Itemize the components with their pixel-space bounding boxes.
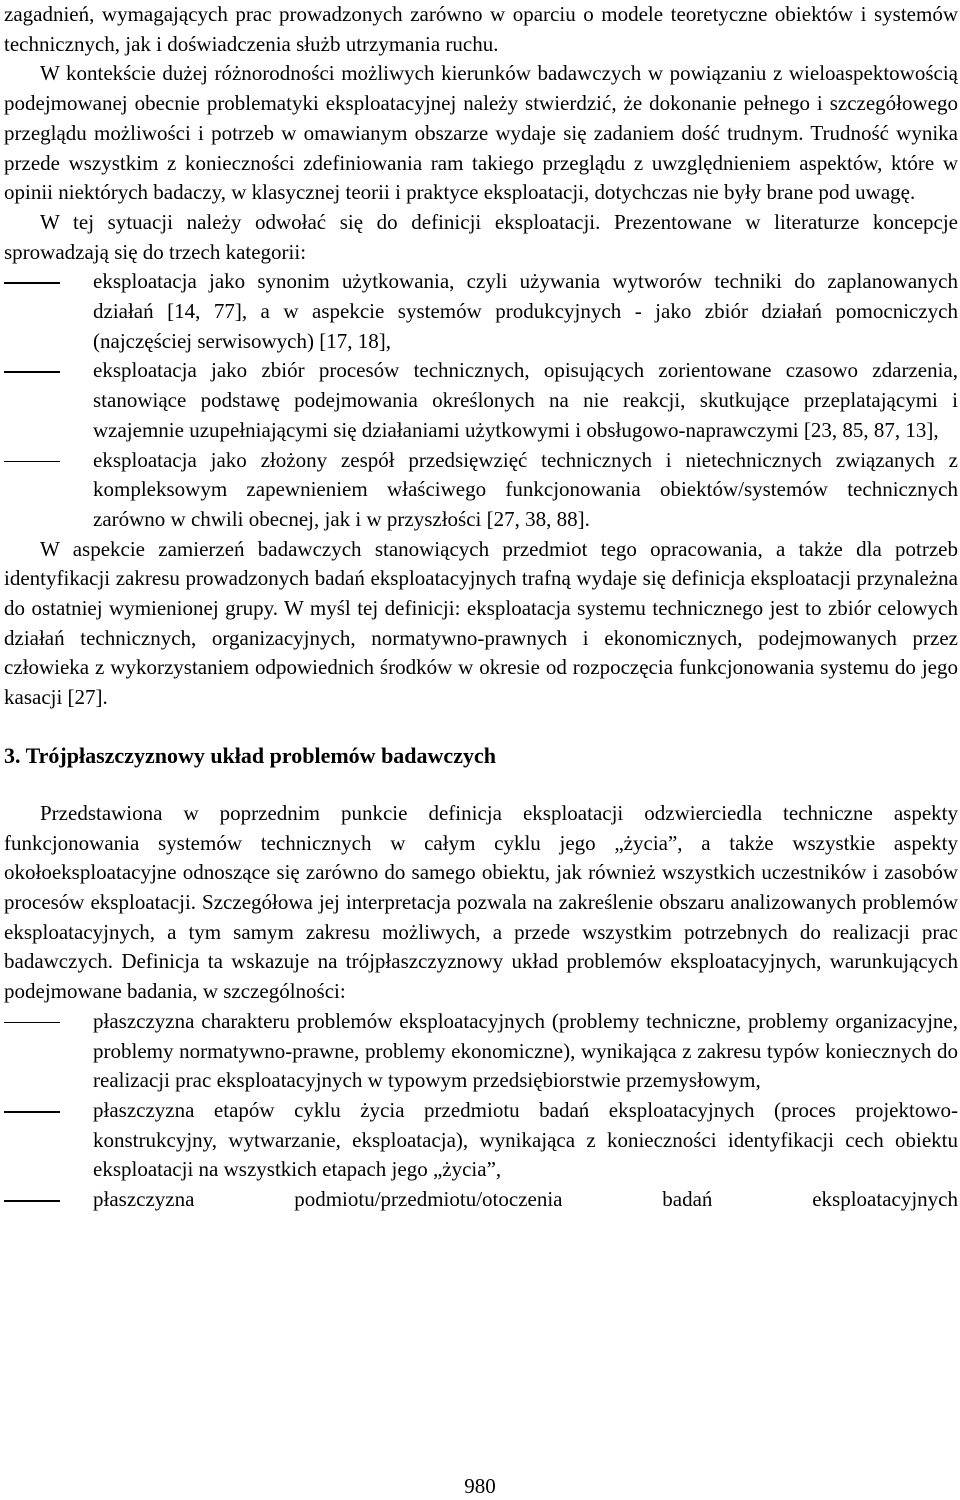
plane-list xyxy=(4,1007,958,1215)
list-item-text: płaszczyzna charakteru problemów eksploatacyjnych (problemy techniczne, problemy organizacyjne, problemy normatywno-prawne, problemy ekonomiczne), wynikająca z zakresu typów koniecznych do realizacji prac eksploatacyjnych w typowym przedsiębiorstwie przemysłowym, xyxy=(93,1008,958,1093)
category-list xyxy=(4,267,958,534)
list-item-text: eksploatacja jako synonim użytkowania, czyli używania wytworów techniki do zaplanowanych działań [14, 77], a w aspekcie systemów produkcyjnych - jako zbiór działań pomocniczych (najczęściej serwisowych) [17, 18], xyxy=(93,269,958,353)
page-number: 980 xyxy=(464,1474,496,1498)
list-item xyxy=(4,1185,958,1215)
list-item xyxy=(4,1096,958,1185)
paragraph-section: Przedstawiona w poprzednim punkcie definicja eksploatacji odzwierciedla techniczne aspekty funkcjonowania systemów technicznych w całym cyklu jego „życia”, a także wszystkie aspekty okołoeksploatacyjne odnoszące się zarówno do samego obiektu, jak również wszystkich uczestników i zasobów procesów eksploatacji. Szczegółowa jej interpretacja pozwala na zakreślenie obszaru analizowanych problemów eksploatacyjnych, a tym samym zakresu możliwych, a przede wszystkim potrzebnych do realizacji prac badawczych. Definicja ta wskazuje na trójpłaszczyznowy układ problemów eksploatacyjnych, warunkujących podejmowane badania, w szczególności: xyxy=(4,800,958,1004)
list-item-text: płaszczyzna podmiotu/przedmiotu/otoczenia badań eksploatacyjnych xyxy=(93,1187,958,1212)
list-item-text: płaszczyzna etapów cyklu życia przedmiotu badań eksploatacyjnych (proces projektowo-konstrukcyjny, wytwarzanie, eksploatacja), wynikająca z konieczności identyfikacji cech obiektu eksploatacji na wszystkich etapach jego „życia”, xyxy=(93,1097,958,1182)
list-item xyxy=(4,1007,958,1096)
list-item xyxy=(4,446,958,535)
list-item-text: eksploatacja jako złożony zespół przedsięwzięć technicznych i nietechnicznych związanych z kompleksowym zapewnieniem właściwego funkcjonowania obiektów/systemów technicznych zarówno w chwili obecnej, jak i w przyszłości [27, 38, 88]. xyxy=(93,447,958,531)
list-item-text: eksploatacja jako zbiór procesów technicznych, opisujących zorientowane czasowo zdarzenia, stanowiące podstawę podejmowania określonych na nie reakcji, skutkujące przeplatającymi i wzajemnie uzupełniającymi się działaniami użytkowymi i obsługowo-naprawczymi [23, 85, 87, 13], xyxy=(93,358,958,442)
document-page xyxy=(4,0,958,1215)
list-item xyxy=(4,356,958,445)
paragraph-aspect: W aspekcie zamierzeń badawczych stanowiących przedmiot tego opracowania, a także dla potrzeb identyfikacji zakresu prowadzonych badań eksploatacyjnych trafną wydaje się definicja eksploatacji przynależna do ostatniej wymienionej grupy. W myśl tej definicji: eksploatacja systemu technicznego jest to zbiór celowych działań technicznych, organizacyjnych, normatywno-prawnych i ekonomicznych, podejmowanych przez człowieka z wykorzystaniem odpowiednich środków w okresie od rozpoczęcia funkcjonowania systemu do jego kasacji [27]. xyxy=(4,536,958,710)
paragraph-intro: zagadnień, wymagających prac prowadzonych zarówno w oparciu o modele teoretyczne obiektów i systemów technicznych, jak i doświadczenia służb utrzymania ruchu. xyxy=(4,2,958,56)
list-item xyxy=(4,267,958,356)
paragraph-definition-intro: W tej sytuacji należy odwołać się do definicji eksploatacji. Prezentowane w literaturze koncepcje sprowadzają się do trzech kategorii: xyxy=(4,209,958,264)
paragraph-context: W kontekście dużej różnorodności możliwych kierunków badawczych w powiązaniu z wieloaspektowością podejmowanej obecnie problematyki eksploatacyjnej należy stwierdzić, że dokonanie pełnego i szczegółowego przeglądu możliwości i potrzeb w omawianym obszarze wydaje się zadaniem dość trudnym. Trudność wynika przede wszystkim z konieczności zdefiniowania ram takiego przeglądu z uwzględnieniem aspektów, które w opinii niektórych badaczy, w klasycznej teorii i praktyce eksploatacji, dotychczas nie były brane pod uwagę. xyxy=(4,61,958,205)
section-heading: 3. Trójpłaszczyznowy układ problemów badawczych xyxy=(4,742,496,768)
